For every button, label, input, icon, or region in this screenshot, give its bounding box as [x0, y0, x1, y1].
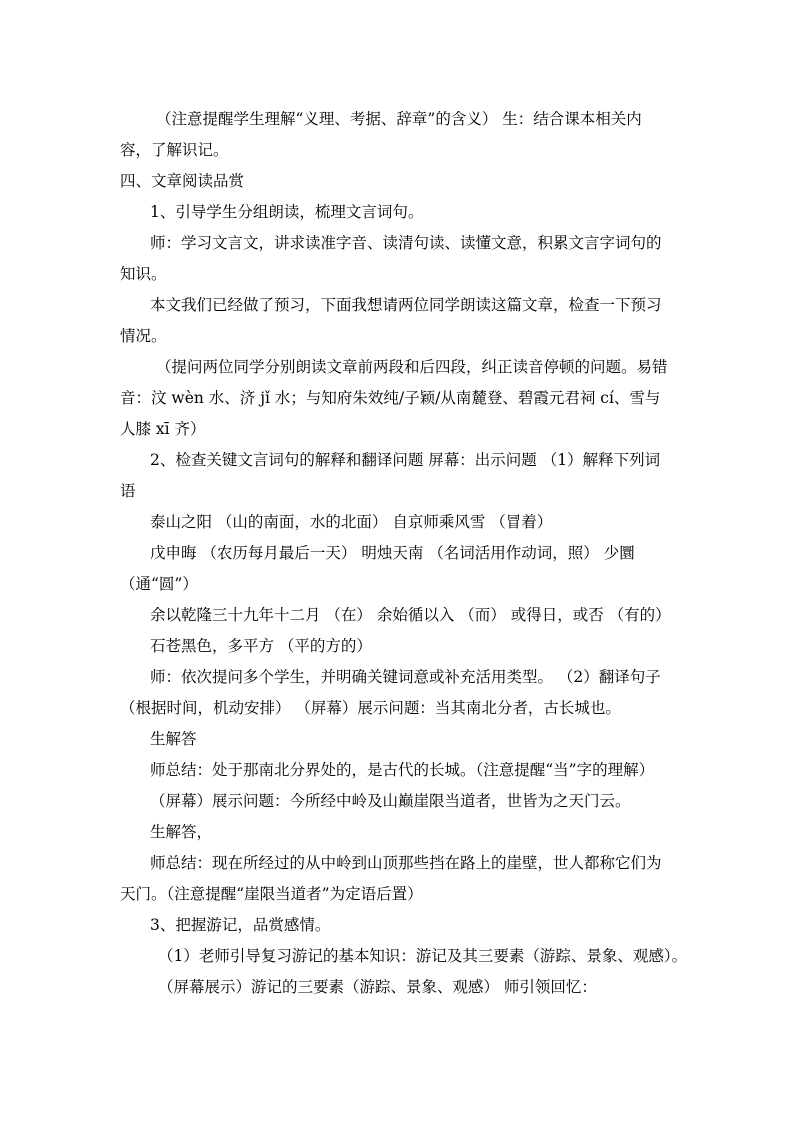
- paragraph-line: 语: [120, 482, 136, 500]
- paragraph-line: 情况。: [120, 327, 167, 345]
- subsection-heading: 2、检查关键文言词句的解释和翻译问题 屏幕：出示问题 （1）解释下列词: [150, 451, 661, 469]
- paragraph-line: 师总结：现在所经过的从中岭到山顶那些挡在路上的崖壁，世人都称它们为: [150, 854, 662, 872]
- section-heading: 四、文章阅读品赏: [120, 172, 245, 190]
- subsection-heading: 3、把握游记，品赏感情。: [150, 916, 331, 934]
- pronunciation-line: 音：汶 wèn 水、济 jǐ 水；与知府朱效纯/子颖/从南麓登、碧霞元君祠 cí、雪与: [120, 389, 661, 407]
- vocab-line: 泰山之阳 （山的南面，水的北面） 自京师乘风雪 （冒着）: [150, 513, 553, 531]
- vocab-line: 石苍黑色，多平方 （平的方的）: [150, 637, 372, 655]
- paragraph-line: （提问两位同学分别朗读文章前两段和后四段，纠正读音停顿的问题。易错: [156, 358, 668, 376]
- paragraph-line: 天门。（注意提醒“崖限当道者”为定语后置）: [120, 885, 423, 903]
- paragraph-line: 知识。: [120, 265, 167, 283]
- vocab-line: （通“圆”）: [120, 575, 198, 593]
- paragraph-line: 师：依次提问多个学生，并明确关键词意或补充活用类型。 （2）翻译句子: [150, 668, 661, 686]
- paragraph-line: 本文我们已经做了预习，下面我想请两位同学朗读这篇文章，检查一下预习: [150, 296, 662, 314]
- paragraph-line: 生解答: [150, 730, 197, 748]
- paragraph-line: 生解答，: [150, 823, 213, 841]
- vocab-line: 余以乾隆三十九年十二月 （在） 余始循以入 （而） 或得日，或否 （有的）: [150, 606, 671, 624]
- paragraph-line: 容，了解识记。: [120, 141, 229, 159]
- paragraph-line: （根据时间，机动安排） （屏幕）展示问题：当其南北分者，古长城也。: [120, 699, 621, 717]
- paragraph-line: （屏幕展示）游记的三要素（游踪、景象、观感） 师引领回忆：: [158, 978, 597, 996]
- paragraph-line: 人膝 xī 齐）: [120, 420, 206, 438]
- paragraph-line: （1）老师引导复习游记的基本知识：游记及其三要素（游踪、景象、观感）。: [158, 947, 688, 965]
- document-body: [120, 104, 688, 1003]
- paragraph-line: 师：学习文言文，讲求读准字音、读清句读、读懂文意，积累文言字词句的: [150, 234, 662, 252]
- paragraph-line: （屏幕）展示问题：今所经中岭及山巅崖限当道者，世皆为之天门云。: [150, 792, 631, 810]
- paragraph-line: 师总结：处于那南北分界处的，是古代的长城。（注意提醒“当”字的理解）: [150, 761, 655, 779]
- paragraph-line: （注意提醒学生理解“义理、考据、辞章”的含义） 生：结合课本相关内: [156, 110, 642, 128]
- vocab-line: 戊申晦 （农历每月最后一天） 明烛天南 （名词活用作动词，照） 少圜: [150, 544, 635, 562]
- subsection-heading: 1、引导学生分组朗读，梳理文言词句。: [150, 203, 424, 221]
